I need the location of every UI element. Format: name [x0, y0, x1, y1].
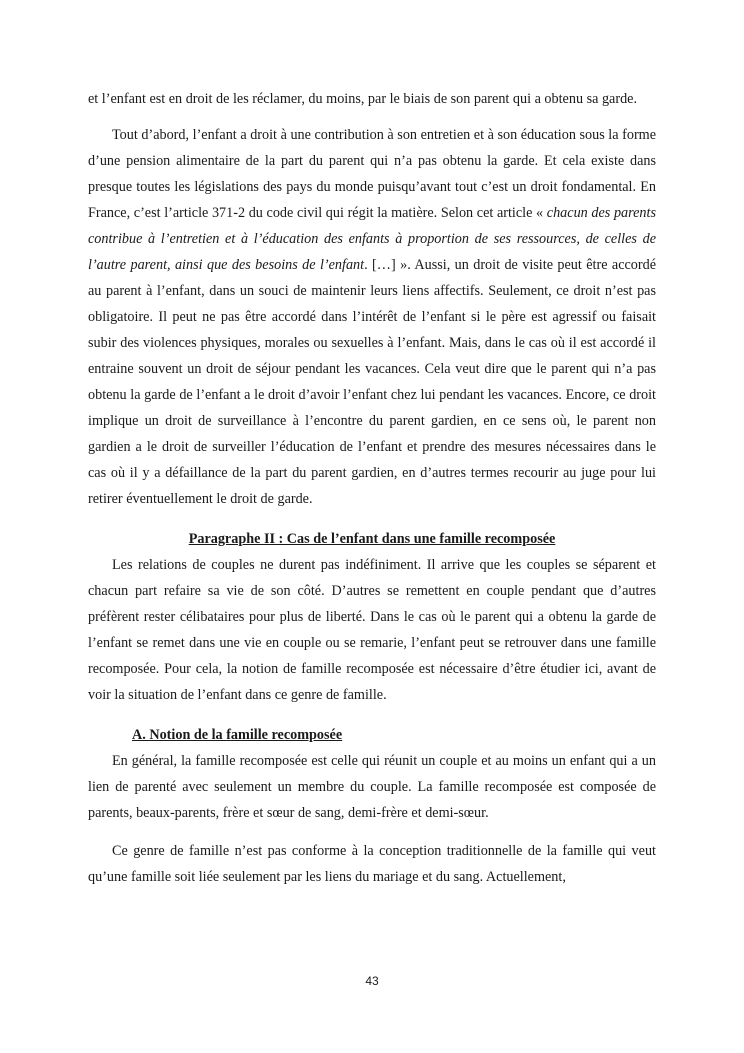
paragraph-entretien-text-b: . […] ». Aussi, un droit de visite peut être accordé au parent à l’enfant, dans un souci de maintenir leurs liens affectifs. Seulement, ce droit n’est pas obligatoire. Il peut ne pas être accordé dans l’intérêt de l’enfant si le père est agressif ou faisait subir des violences physiques, morales ou sexuelles à l’enfant. Mais, dans le cas où il est accordé il entraine souvent un droit de séjour pendant les vacances. Cela veut dire que le parent qui n’a pas obtenu la garde de l’enfant a le droit d’avoir l’enfant chez lui pendant les vacances. Encore, ce droit implique un droit de surveillance à l’encontre du parent gardien, en ce sens où, le parent non gardien a le droit de surveiller l’éducation de l’enfant et prendre des mesures nécessaires dans le cas où il y a défaillance de la part du parent gardien, en d’autres termes recourir au juge pour lui retirer éventuellement le droit de garde.: [88, 257, 657, 507]
subsection-heading-a: A. Notion de la famille recomposée: [132, 727, 343, 743]
paragraph-conception: Ce genre de famille n’est pas conforme à la conception traditionnelle de la famille qui veut qu’une famille soit liée seulement par les liens du mariage et du sang. Actuellement,: [88, 843, 656, 885]
paragraph-continuation: et l’enfant est en droit de les réclamer, du moins, par le biais de son parent qui a obtenu sa garde.: [88, 91, 638, 107]
paragraph-relations-couples: Les relations de couples ne durent pas indéfiniment. Il arrive que les couples se séparent et chacun part refaire sa vie de son côté. D’autres se remettent en couple pendant que d’autres préfèrent rester célibataires pour plus de liberté. Dans le cas où le parent qui a obtenu la garde de l’enfant se remet dans une vie en couple ou se remarie, l’enfant peut se retrouver dans une famille recomposée. Pour cela, la notion de famille recomposée est nécessaire d’être étudier ici, avant de voir la situation de l’enfant dans ce genre de famille.: [88, 557, 656, 703]
paragraph-definition: En général, la famille recomposée est celle qui réunit un couple et au moins un enfant qui a un lien de parenté avec seulement un membre du couple. La famille recomposée est composée de parents, beaux-parents, frère et sœur de sang, demi-frère et demi-sœur.: [88, 753, 656, 821]
page-number: 43: [365, 974, 379, 988]
page-body: [88, 86, 656, 890]
section-heading-paragraphe-2: Paragraphe II : Cas de l’enfant dans une famille recomposée: [188, 531, 556, 547]
article-quote: chacun des parents contribue à l’entretien et à l’éducation des enfants à proportion de ses ressources, de celles de l’autre parent, ainsi que des besoins de l’enfant: [88, 205, 656, 273]
paragraph-entretien-text-a: Tout d’abord, l’enfant a droit à une contribution à son entretien et à son éducation sous la forme d’une pension alimentaire de la part du parent qui n’a pas obtenu la garde. Et cela existe dans presque toutes les législations des pays du monde puisqu’avant tout c’est un droit fondamental. En France, c’est l’article 371-2 du code civil qui régit la matière. Selon cet article «: [88, 127, 656, 221]
paragraph-entretien: [88, 122, 656, 512]
